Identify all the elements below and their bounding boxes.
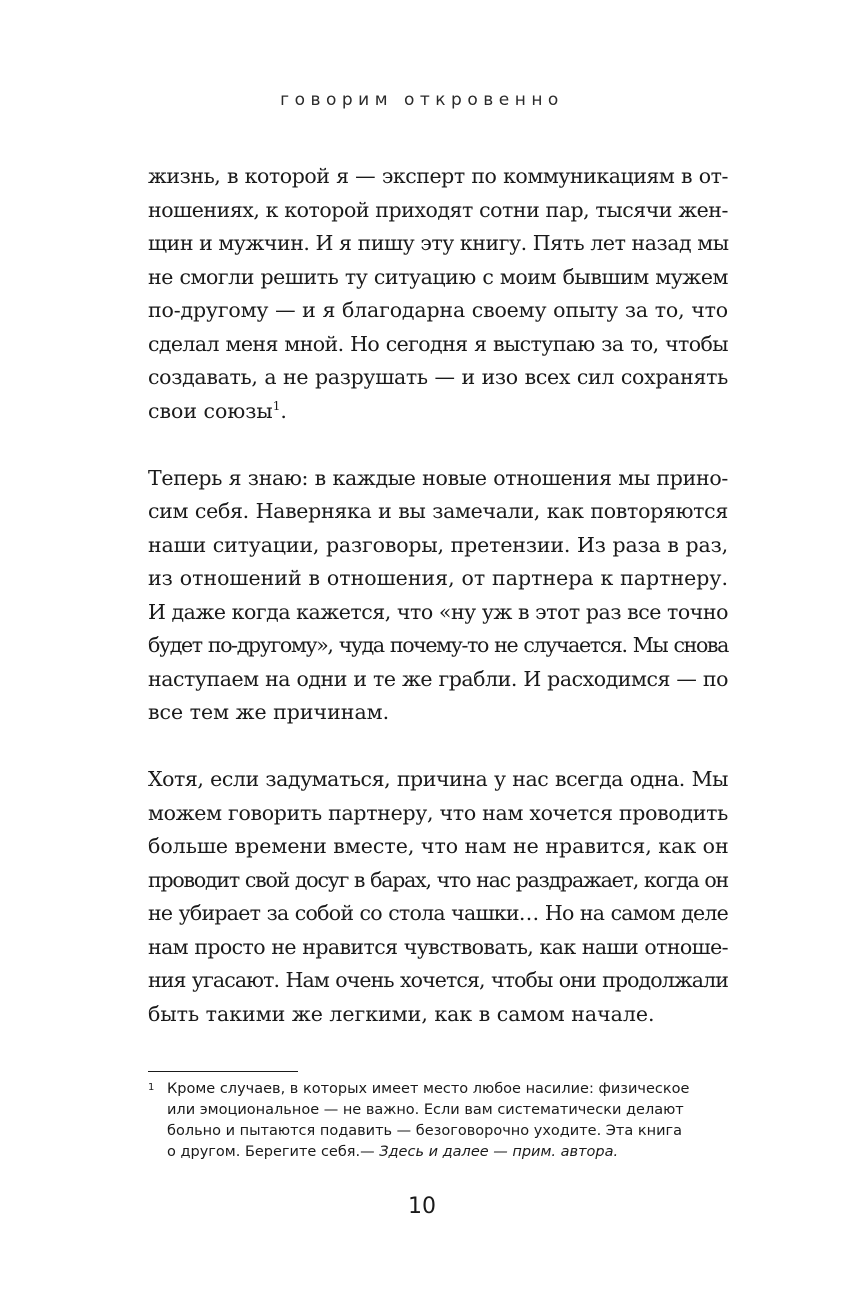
paragraph-2 <box>148 462 728 730</box>
text-line: создавать, а не разрушать — и изо всех сил сохранять <box>148 365 728 389</box>
text-line: наступаем на одни и те же грабли. И расходимся — по <box>148 666 728 691</box>
text-line: И даже когда кажется, что «ну уж в этот раз все точно <box>148 599 728 624</box>
text-line: быть такими же легкими, как в самом начале. <box>148 1001 655 1026</box>
text-line: ношениях, к которой приходят сотни пар, тысячи жен- <box>148 197 728 222</box>
text-line: свои союзы <box>148 398 273 423</box>
footnote-line: или эмоциональное — не важно. Если вам систематически делают <box>167 1102 684 1118</box>
text-line: не убирает за собой со стола чашки… Но на самом деле <box>148 901 728 925</box>
running-head: говорим откровенно <box>280 90 564 110</box>
text-line: щин и мужчин. И я пишу эту книгу. Пять лет назад мы <box>148 231 729 255</box>
text-line: по-другому — и я благодарна своему опыту за то, что <box>148 298 728 322</box>
text-line: все тем же причинам. <box>148 700 390 724</box>
text-line: сим себя. Наверняка и вы замечали, как повторяются <box>148 499 728 523</box>
text-line-with-footnote: свои союзы$^1$. <box>148 398 287 423</box>
footnote-line: больно и пытаются подавить — безоговорочно уходите. Эта книга <box>167 1123 683 1139</box>
text-line: не смогли решить ту ситуацию с моим бывшим мужем <box>148 264 728 289</box>
text-line: наши ситуации, разговоры, претензии. Из раза в раз, <box>148 532 728 557</box>
text-line: Хотя, если задуматься, причина у нас всегда одна. Мы <box>148 767 728 791</box>
footnote-line-italic: Здесь и далее — прим. автора. <box>379 1144 619 1160</box>
text-line: из отношений в отношения, от партнера к партнеру. <box>148 566 728 590</box>
paragraph-3 <box>148 763 728 1031</box>
footnote <box>148 1079 708 1163</box>
text-line: будет по-другому», чуда почему-то не случается. Мы снова <box>148 633 728 657</box>
text-line: Теперь я знаю: в каждые новые отношения мы прино- <box>148 465 728 490</box>
text-line: проводит свой досуг в барах, что нас раздражает, когда он <box>148 867 728 892</box>
footnote-line: Кроме случаев, в которых имеет место любое насилие: физическое <box>167 1081 690 1097</box>
page-number: 10 <box>408 1194 436 1219</box>
footnote-number: 1 <box>148 1082 155 1093</box>
body-text <box>148 160 728 1065</box>
paragraph-1 <box>148 160 728 428</box>
text-line: можем говорить партнеру, что нам хочется проводить <box>148 800 728 825</box>
text-line: больше времени вместе, что нам не нравится, как он <box>148 834 729 858</box>
text-line: сделал меня мной. Но сегодня я выступаю за то, чтобы <box>148 331 728 356</box>
footnote-reference[interactable]: 1 <box>272 398 281 413</box>
text-line: нам просто не нравится чувствовать, как наши отноше- <box>148 934 728 959</box>
footnote-line-plain: о другом. Берегите себя.— <box>167 1144 380 1160</box>
footnote-divider <box>148 1071 298 1072</box>
footnote-line-last <box>167 1142 708 1163</box>
footnote-text <box>167 1079 708 1163</box>
text-line: ния угасают. Нам очень хочется, чтобы они продолжали <box>148 968 728 992</box>
text-line: жизнь, в которой я — эксперт по коммуникациям в от- <box>148 164 728 188</box>
